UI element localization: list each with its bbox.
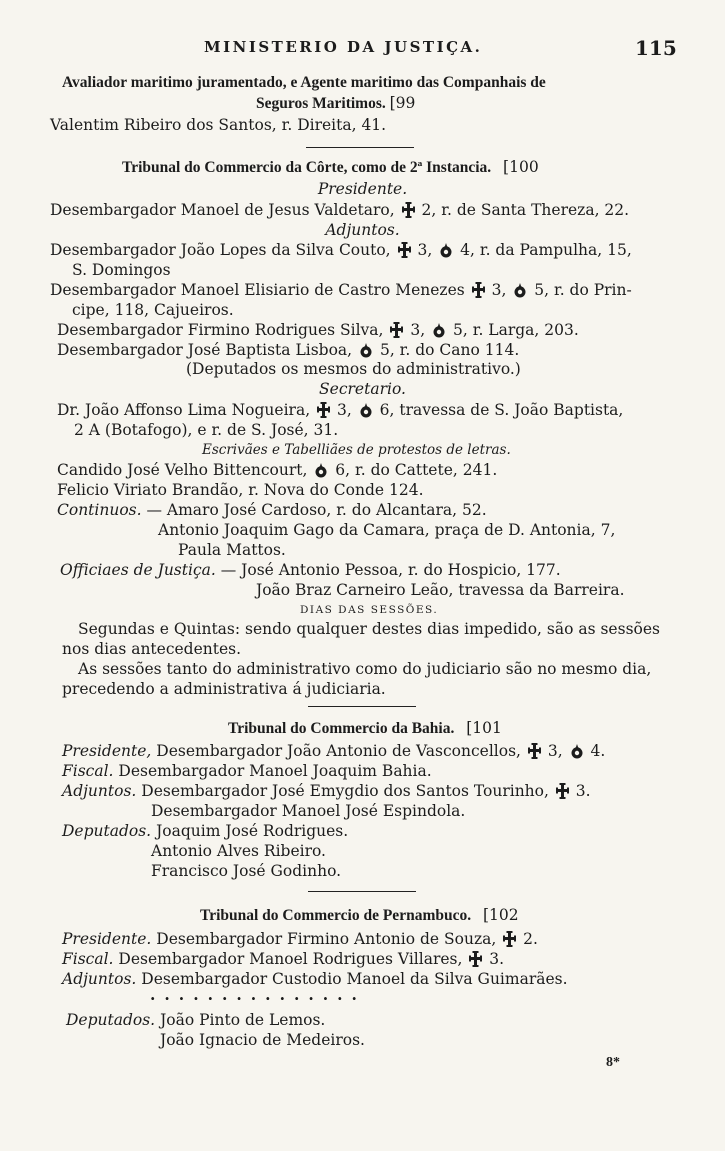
deputado-entry: João Ignacio de Medeiros. [160, 1031, 365, 1049]
sessions-paragraph: Segundas e Quintas: sendo qualquer destes dias impedido, são as sessões [78, 620, 660, 638]
official-entry: João Braz Carneiro Leão, travessa da Barreira. [256, 581, 625, 599]
adjunto-entry: Desembargador Manoel Elisiario de Castro Menezes 3, 5, r. do Prin- [50, 281, 632, 299]
section-101-title: Tribunal do Commercio da Bahia. [101 [228, 719, 502, 737]
continuos-label: Continuos. [57, 501, 142, 519]
adjunto-entry: Adjuntos. Desembargador José Emygdio dos Santos Tourinho, 3. [62, 782, 591, 800]
adjuntos-label: Adjuntos. [62, 970, 137, 988]
sessions-paragraph: As sessões tanto do administrativo como do judiciario são no mesmo dia, [78, 660, 652, 678]
section-100-title: Tribunal do Commercio da Côrte, como de 2ª Instancia. [100 [122, 158, 539, 176]
fiscal-entry: Fiscal. Desembargador Manoel Joaquim Bahia. [62, 762, 432, 780]
adjunto-entry: Desembargador José Baptista Lisboa, 5, r. do Cano 114. [57, 341, 520, 359]
cross-icon [503, 931, 516, 947]
adjuntos-label: Adjuntos. [325, 221, 400, 239]
presidente-entry: Presidente. Desembargador Firmino Antonio de Souza, 2. [62, 930, 538, 948]
page-number: 115 [635, 36, 677, 60]
rosette-icon [439, 243, 453, 258]
presidente-label: Presidente. [317, 180, 408, 198]
continuo-entry: Antonio Joaquim Gago da Camara, praça de D. Antonia, 7, [158, 521, 616, 539]
deputado-entry: Antonio Alves Ribeiro. [151, 842, 326, 860]
deputados-label: Deputados. [62, 822, 152, 840]
adjunto-entry: Desembargador Manoel José Espindola. [151, 802, 466, 820]
cross-icon [398, 242, 411, 258]
secretario-entry: Dr. João Affonso Lima Nogueira, 3, 6, travessa de S. João Baptista, [57, 401, 624, 419]
divider [308, 891, 416, 892]
section-102-title: Tribunal do Commercio de Pernambuco. [102 [200, 906, 519, 924]
fiscal-entry: Fiscal. Desembargador Manoel Rodrigues Villares, 3. [62, 950, 505, 968]
presidente-entry: Presidente, Desembargador João Antonio de Vasconcellos, 3, 4. [62, 742, 606, 760]
official-entry: Officiaes de Justiça. — José Antonio Pessoa, r. do Hospicio, 177. [60, 561, 561, 579]
rosette-icon [432, 323, 446, 338]
escrivao-entry: Candido José Velho Bittencourt, 6, r. do Cattete, 241. [57, 461, 498, 479]
adjuntos-label: Adjuntos. [62, 782, 137, 800]
section-number: [99 [389, 94, 416, 112]
signature-mark: 8* [606, 1055, 620, 1070]
presidente-entry: Desembargador Manoel de Jesus Valdetaro, 2, r. de Santa Thereza, 22. [50, 201, 630, 219]
deputado-entry: Francisco José Godinho. [151, 862, 342, 880]
secretario-entry-cont: 2 A (Botafogo), e r. de S. José, 31. [74, 421, 339, 439]
divider [306, 147, 414, 148]
deputado-entry: Deputados. João Pinto de Lemos. [66, 1011, 326, 1029]
escrivaes-label: Escrivães e Tabelliães de protestos de letras. [202, 442, 511, 458]
section-number: [102 [482, 906, 519, 924]
rosette-icon [359, 403, 373, 418]
adjunto-entry: Desembargador João Lopes da Silva Couto, 3, 4, r. da Pampulha, 15, [50, 241, 632, 259]
secretario-label: Secretario. [319, 380, 406, 398]
section-99-title: Avaliador maritimo juramentado, e Agente maritimo das Companhais de [62, 74, 546, 91]
cross-icon [528, 743, 541, 759]
continuo-entry: Continuos. — Amaro José Cardoso, r. do Alcantara, 52. [57, 501, 487, 519]
section-99-title-cont: Seguros Maritimos. [99 [256, 94, 416, 112]
cross-icon [472, 282, 485, 298]
presidente-label: Presidente. [62, 930, 152, 948]
fiscal-label: Fiscal. [62, 950, 114, 968]
rosette-icon [359, 343, 373, 358]
cross-icon [402, 202, 415, 218]
rosette-icon [314, 463, 328, 478]
deputado-entry: Deputados. Joaquim José Rodrigues. [62, 822, 349, 840]
presidente-label: Presidente, [62, 742, 152, 760]
officiaes-label: Officiaes de Justiça. [60, 561, 216, 579]
sessions-paragraph-cont: precedendo a administrativa á judiciaria. [62, 680, 386, 698]
adjunto-entry: Desembargador Firmino Rodrigues Silva, 3, 5, r. Larga, 203. [57, 321, 579, 339]
section-number: [100 [503, 158, 539, 176]
adjunto-entry-cont: S. Domingos [72, 261, 171, 279]
fiscal-label: Fiscal. [62, 762, 114, 780]
leader-dots: ............... [150, 985, 366, 1004]
sessions-paragraph-cont: nos dias antecedentes. [62, 640, 242, 658]
entry-line: Valentim Ribeiro dos Santos, r. Direita, 41. [50, 116, 387, 134]
adjunto-entry-cont: cipe, 118, Cajueiros. [72, 301, 234, 319]
cross-icon [390, 322, 403, 338]
deputados-label: Deputados. [66, 1011, 156, 1029]
cross-icon [556, 783, 569, 799]
continuo-entry-cont: Paula Mattos. [178, 541, 286, 559]
section-number: [101 [466, 719, 502, 737]
sessions-heading: DIAS DAS SESSÕES. [300, 604, 439, 616]
escrivao-entry: Felicio Viriato Brandão, r. Nova do Conde 124. [57, 481, 424, 499]
adjunto-entry: Adjuntos. Desembargador Custodio Manoel da Silva Guimarães. [62, 970, 568, 988]
divider [308, 706, 416, 707]
cross-icon [469, 951, 482, 967]
rosette-icon [513, 283, 527, 298]
rosette-icon [570, 744, 584, 759]
deputados-note: (Deputados os mesmos do administrativo.) [186, 360, 521, 378]
running-head: MINISTERIO DA JUSTIÇA. [204, 38, 483, 56]
page-header [0, 36, 725, 60]
cross-icon [317, 402, 330, 418]
